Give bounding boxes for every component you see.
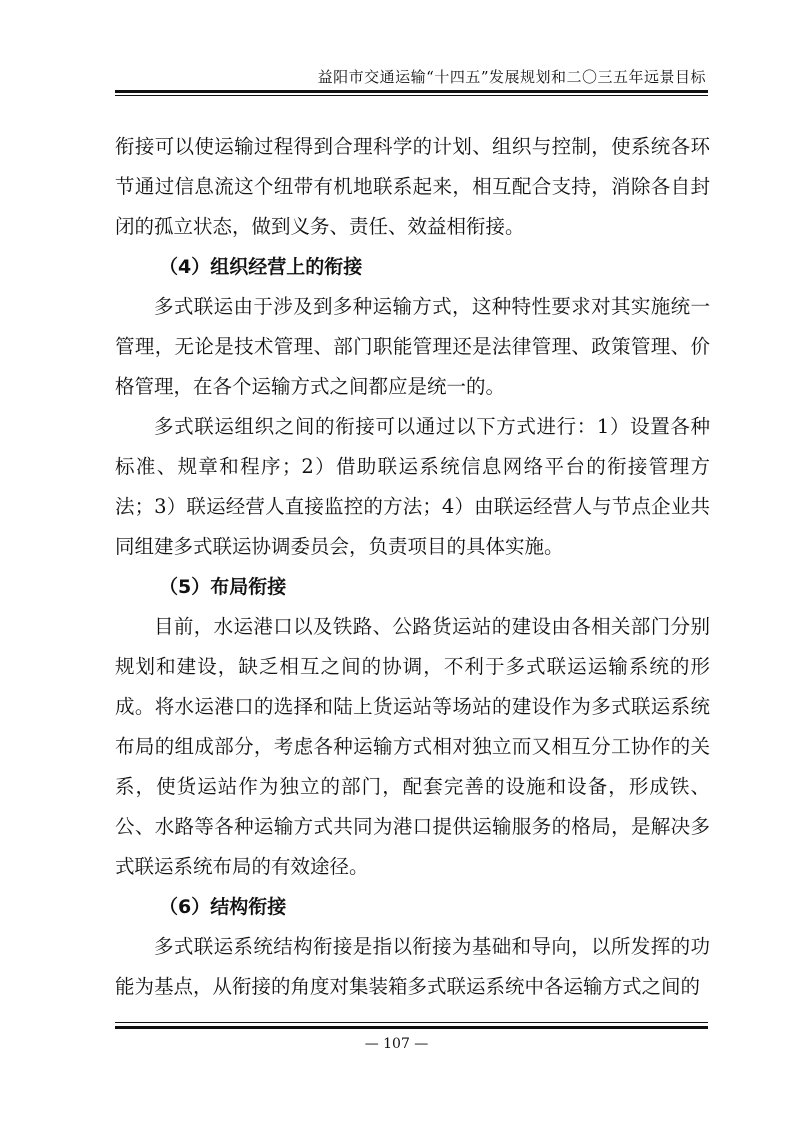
paragraph-unified-management: 多式联运由于涉及到多种运输方式，这种特性要求对其实施统一管理，无论是技术管理、部门职能管理还是法律管理、政策管理、价格管理，在各个运输方式之间都应是统一的。 [115, 295, 710, 398]
section-heading-4: （4）组织经营上的衔接 [159, 256, 363, 278]
document-title: 益阳市交通运输“十四五”发展规划和二〇三五年远景目标 [317, 68, 706, 86]
paragraph-layout-connection: 目前，水运港口以及铁路、公路货运站的建设由各相关部门分别规划和建设，缺乏相互之间的协调，不利于多式联运运输系统的形成。将水运港口的选择和陆上货运站等场站的建设作为多式联运系统布局的组成部分，考虑各种运输方式相对独立而又相互分工协作的关系，使货运站作为独立的部门，配套完善的设施和设备，形成铁、公、水路等各种运输方式共同为港口提供运输服务的格局，是解决多式联运系统布局的有效途径。 [115, 615, 710, 878]
page-body [115, 127, 710, 1007]
page-number: — 107 — [364, 1036, 429, 1052]
header-rule-thin [115, 95, 708, 96]
section-heading-5: （5）布局衔接 [159, 576, 287, 598]
footer-rule-thick [115, 1026, 708, 1029]
footer-rule-thin [115, 1022, 708, 1023]
paragraph-organization-methods: 多式联运组织之间的衔接可以通过以下方式进行：1）设置各种标准、规章和程序；2）借助联运系统信息网络平台的衔接管理方法；3）联运经营人直接监控的方法；4）由联运经营人与节点企业共同组建多式联运协调委员会，负责项目的具体实施。 [115, 415, 710, 558]
header-rule-thick [115, 90, 708, 93]
paragraph-continued: 衔接可以使运输过程得到合理科学的计划、组织与控制，使系统各环节通过信息流这个纽带有机地联系起来，相互配合支持，消除各自封闭的孤立状态，做到义务、责任、效益相衔接。 [115, 135, 710, 238]
paragraph-structure-connection: 多式联运系统结构衔接是指以衔接为基础和导向，以所发挥的功能为基点，从衔接的角度对集装箱多式联运系统中各运输方式之间的 [115, 935, 710, 998]
section-heading-6: （6）结构衔接 [159, 896, 287, 918]
page-header [0, 0, 793, 100]
